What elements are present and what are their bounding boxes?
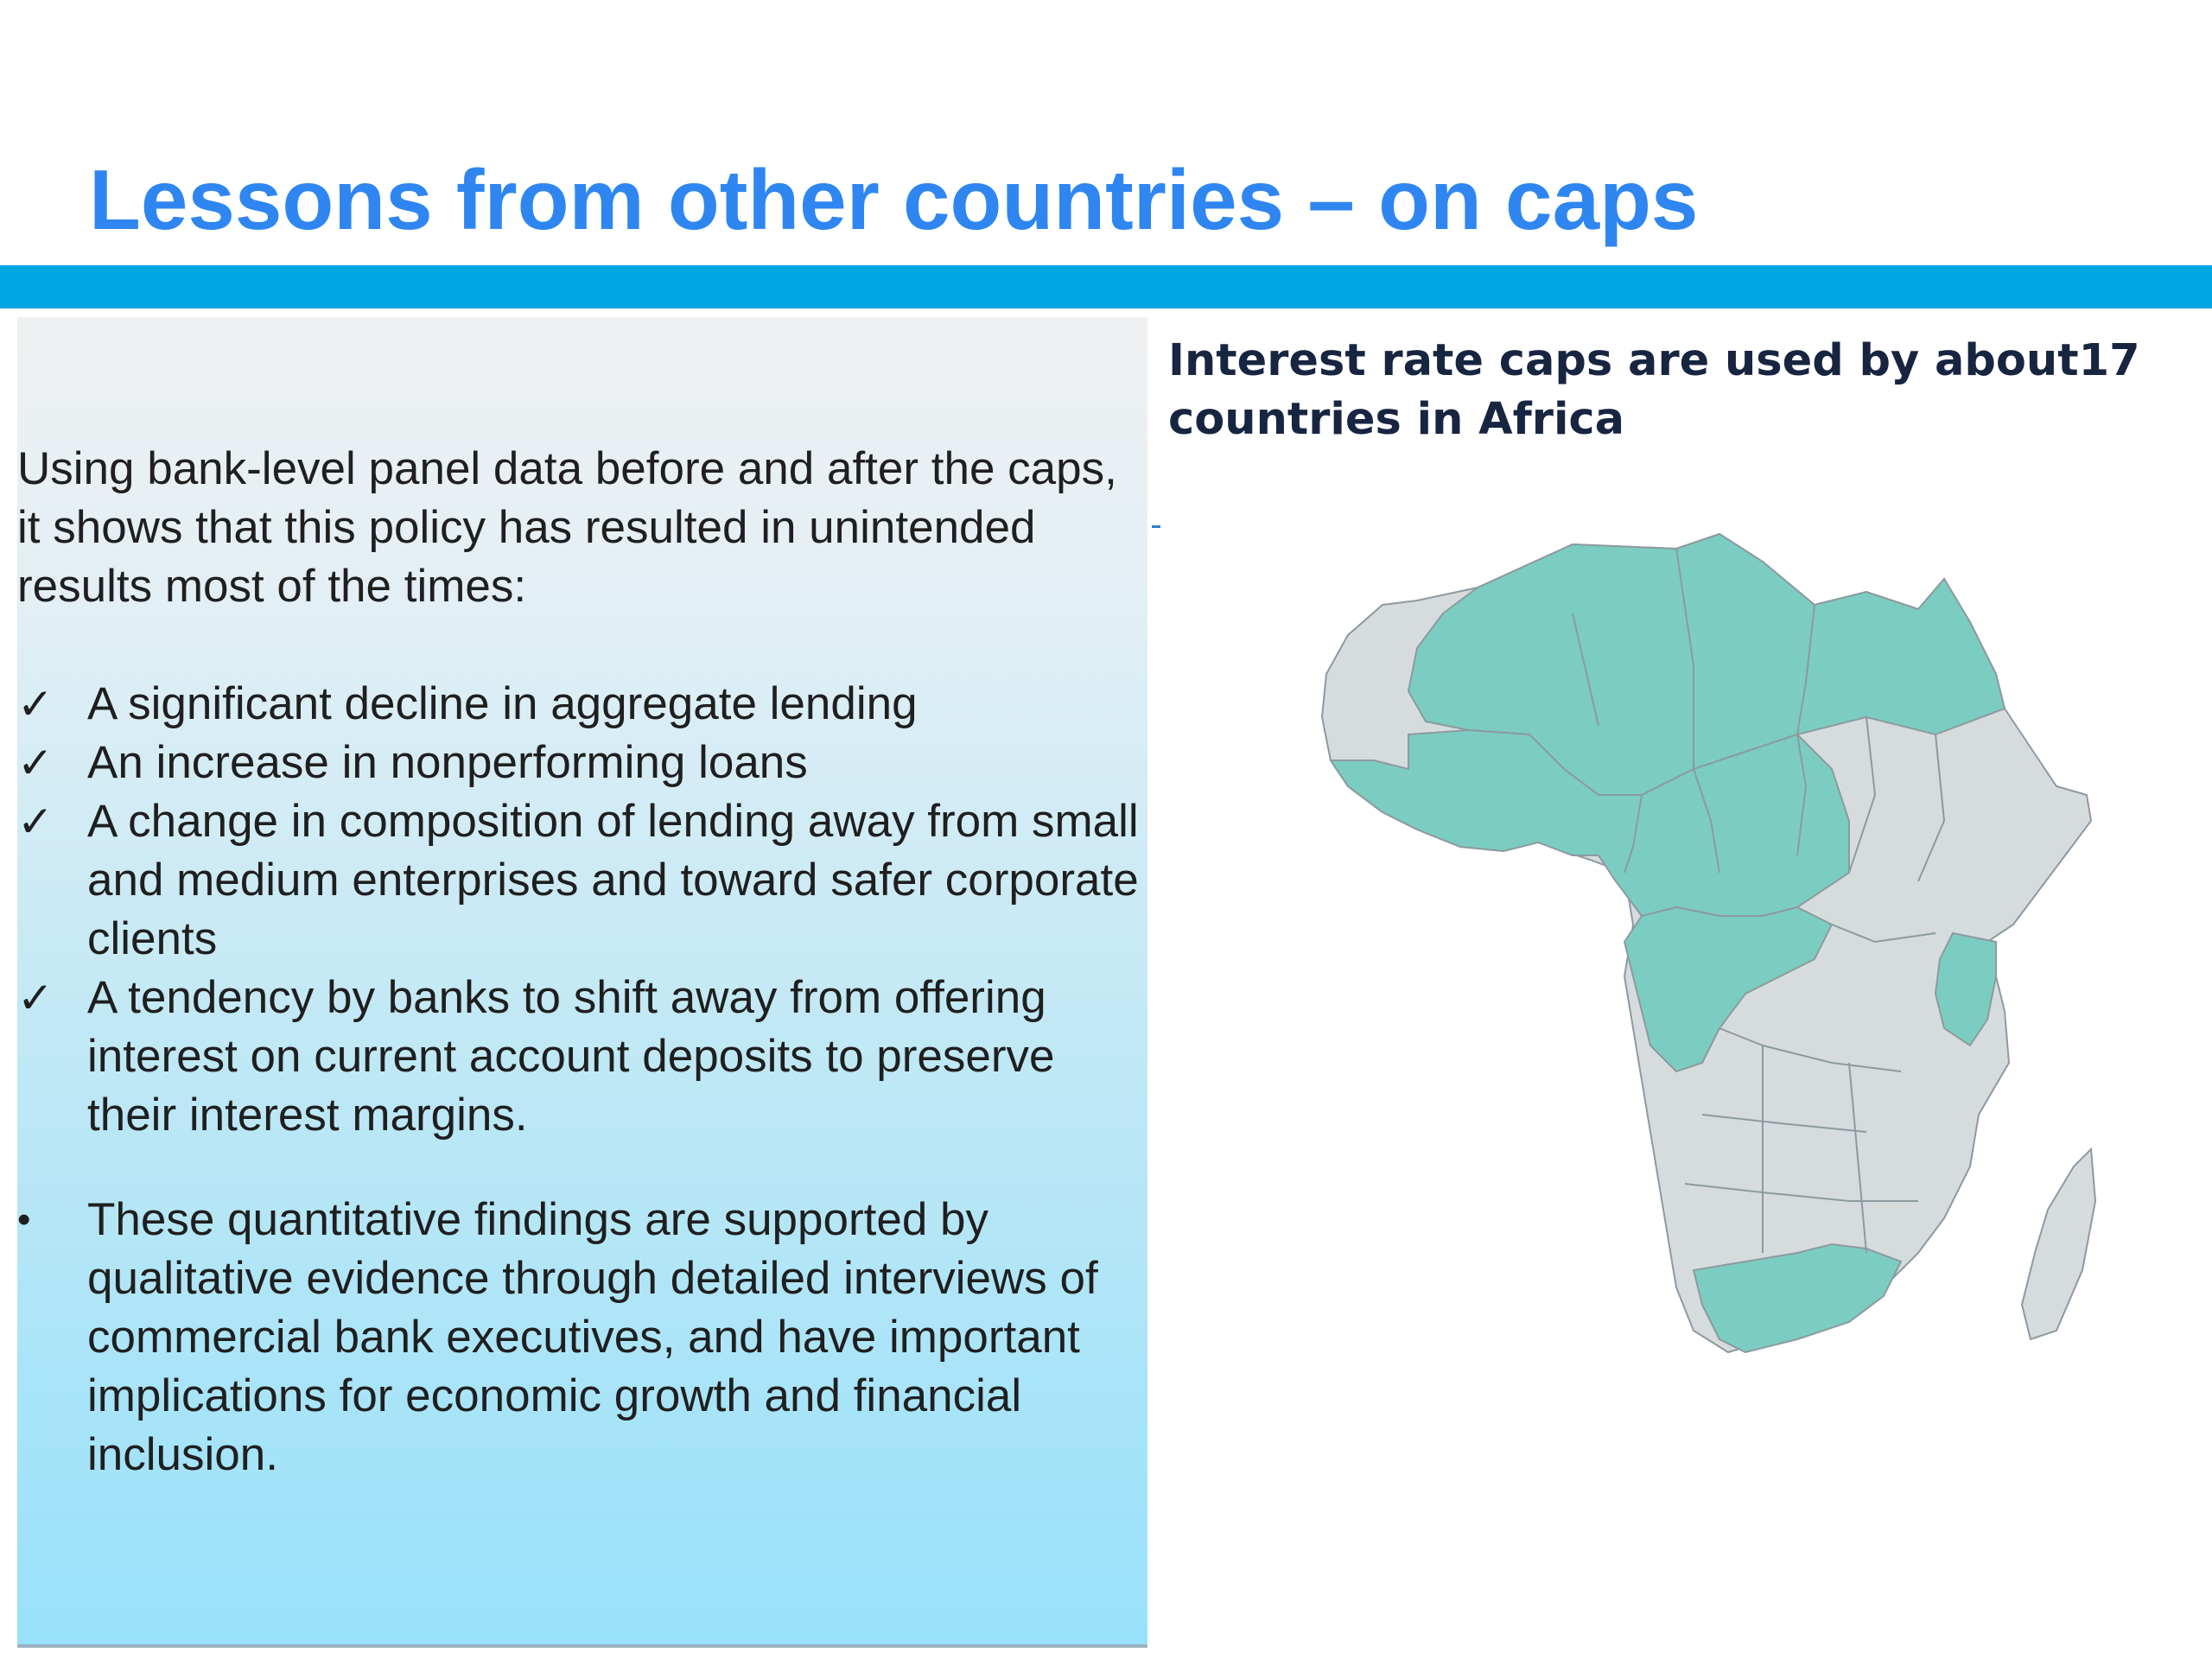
findings-panel xyxy=(17,317,1147,1648)
finding-item xyxy=(17,675,1141,734)
check-icon: ✓ xyxy=(17,739,54,787)
madagascar-shape xyxy=(2022,1149,2095,1339)
bullet-icon: • xyxy=(17,1198,31,1241)
africa-map-svg xyxy=(1313,510,2108,1469)
finding-item xyxy=(17,734,1141,792)
divider-tick xyxy=(1152,525,1160,528)
finding-item xyxy=(17,969,1141,1145)
intro-paragraph: Using bank-level panel data before and after the caps, it shows that this policy has resulted in unintended results most of the times: xyxy=(17,443,1117,612)
findings-list xyxy=(17,675,1141,1145)
finding-item xyxy=(17,792,1141,969)
check-icon: ✓ xyxy=(17,974,54,1022)
finding-text: An increase in nonperforming loans xyxy=(87,737,808,788)
title-divider-bar xyxy=(0,265,2212,308)
slide-title: Lessons from other countries – on caps xyxy=(89,152,1699,247)
finding-text: A tendency by banks to shift away from offering interest on current account deposits to preserve their interest margins. xyxy=(87,972,1055,1141)
finding-text: A change in composition of lending away from small and medium enterprises and toward safer corporate clients xyxy=(87,796,1139,964)
check-icon: ✓ xyxy=(17,798,54,846)
finding-text: A significant decline in aggregate lending xyxy=(87,678,918,729)
check-icon: ✓ xyxy=(17,680,54,728)
map-heading: Interest rate caps are used by about17 countries in Africa xyxy=(1168,335,2140,445)
conclusion-text: These quantitative findings are supported by qualitative evidence through detailed interviews of commercial bank executives, and have important implications for economic growth and financial inclusion. xyxy=(87,1194,1098,1480)
conclusion-paragraph xyxy=(17,1191,1141,1484)
africa-map xyxy=(1313,510,2108,1469)
